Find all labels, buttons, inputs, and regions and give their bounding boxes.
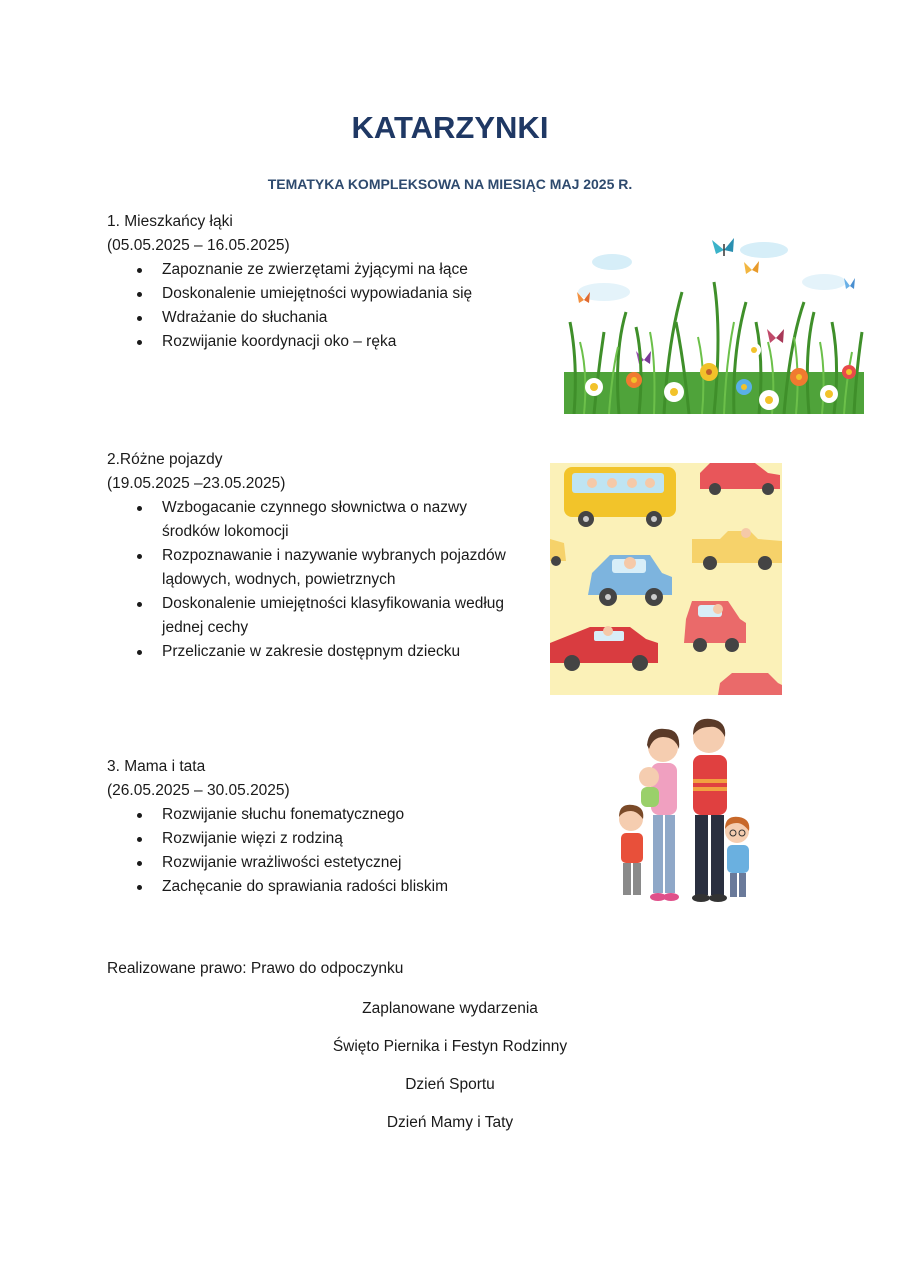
list-item: Rozwijanie więzi z rodziną [162,827,547,851]
section-heading: 3. Mama i tata [107,758,206,775]
section-dates: (05.05.2025 – 16.05.2025) [107,237,290,254]
list-item: Przeliczanie w zakresie dostępnym dziecku [162,640,527,664]
list-item: Wzbogacanie czynnego słownictwa o nazwy środków lokomocji [162,496,527,544]
list-item: Wdrażanie do słuchania [162,306,557,330]
list-item: Dzień Sportu [405,1076,495,1093]
section-heading: 1. Mieszkańcy łąki [107,213,233,230]
section-goals-list [107,258,557,354]
section-dates: (19.05.2025 –23.05.2025) [107,475,286,492]
list-item: Rozwijanie koordynacji oko – ręka [162,330,557,354]
list-item: Dzień Mamy i Taty [386,1114,514,1131]
page-title: KATARZYNKI [351,110,549,145]
list-item: Święto Piernika i Festyn Rodzinny [332,1038,568,1055]
meadow-illustration [564,222,864,414]
list-item: Rozwijanie wrażliwości estetycznej [162,851,547,875]
section-family [107,755,547,899]
page-subtitle: TEMATYKA KOMPLEKSOWA NA MIESIĄC MAJ 2025 R. [267,176,633,192]
section-goals-list [107,803,547,899]
list-item: Doskonalenie umiejętności klasyfikowania według jednej cechy [162,592,527,640]
vehicles-illustration [550,463,782,695]
section-meadow [107,210,557,354]
section-dates: (26.05.2025 – 30.05.2025) [107,782,290,799]
events-heading: Zaplanowane wydarzenia [362,1000,538,1017]
planned-events [0,998,900,1150]
list-item: Rozwijanie słuchu fonematycznego [162,803,547,827]
list-item: Zapoznanie ze zwierzętami żyjącymi na łące [162,258,557,282]
section-vehicles [107,448,527,664]
list-item: Zachęcanie do sprawiania radości bliskim [162,875,547,899]
section-heading: 2.Różne pojazdy [107,451,223,468]
list-item: Rozpoznawanie i nazywanie wybranych pojazdów lądowych, wodnych, powietrznych [162,544,527,592]
list-item: Doskonalenie umiejętności wypowiadania się [162,282,557,306]
section-goals-list [107,496,527,664]
family-illustration [605,715,765,910]
realized-right: Realizowane prawo: Prawo do odpoczynku [107,960,404,977]
